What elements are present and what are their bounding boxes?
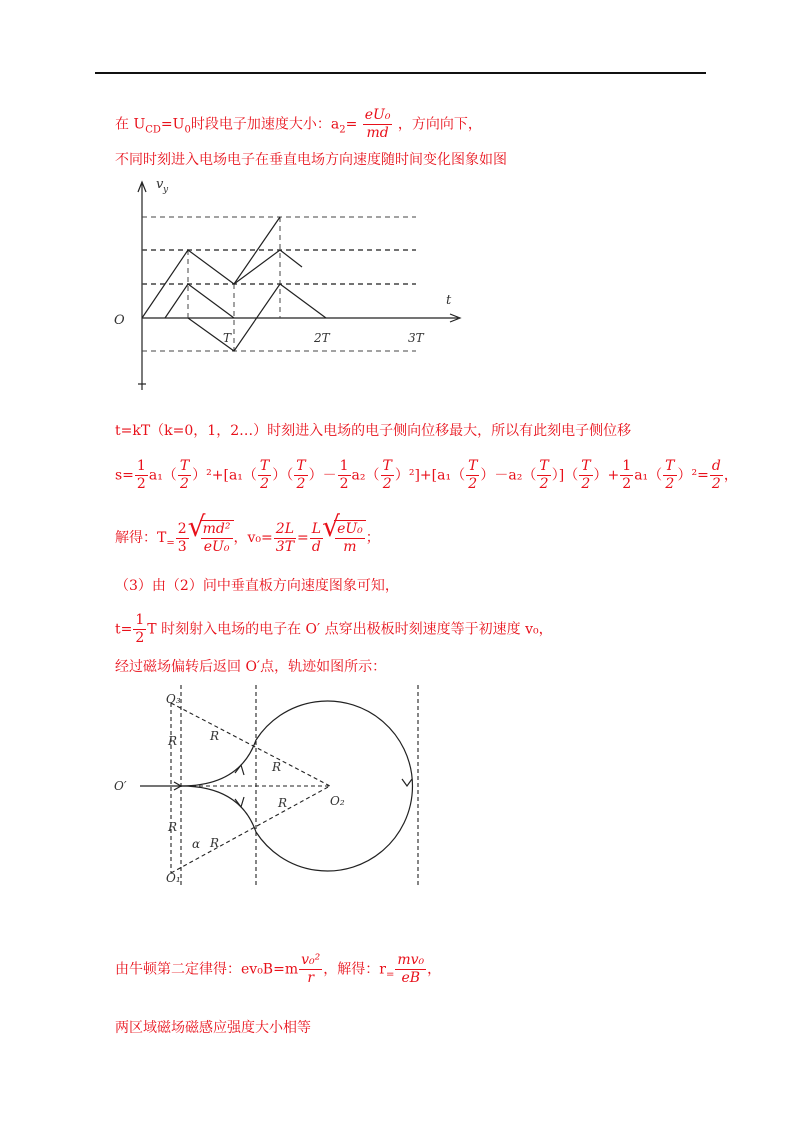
curve-1 xyxy=(142,217,280,318)
newton-law-line: 由牛顿第二定律得：ev₀B=m $\frac{\text{v₀²}}{r}$ ，解得：$r_=$ $\frac{\text{mv₀}}{eB}$ ， xyxy=(115,952,442,986)
arrow-right xyxy=(402,779,412,786)
svg-text:R: R xyxy=(278,796,288,810)
graph-intro: 不同时刻进入电场电子在垂直电场方向速度随时间变化图象如图 xyxy=(115,152,507,168)
tick-T: T xyxy=(223,331,232,345)
arc-upper xyxy=(181,740,256,786)
max-displacement-text: t=kT（k=0，1，2…）时刻进入电场的电子侧向位移最大，所以有此刻电子侧位移 xyxy=(115,423,632,439)
svg-text:R: R xyxy=(168,820,178,834)
origin-label: O xyxy=(114,313,125,328)
label-O3: O₃ xyxy=(166,692,181,706)
accel-line: 在 $U_{CD}=U_0$时段电子加速度大小：$a_2=$ $\frac{\text{eU₀}}{md}$ ，方向向下， xyxy=(115,107,482,141)
trajectory-intro: 经过磁场偏转后返回 O′点，轨迹如图所示： xyxy=(115,659,387,675)
line-O1-O2 xyxy=(171,786,330,873)
arc-lower xyxy=(181,786,256,832)
svg-text:R: R xyxy=(168,734,178,748)
svg-text:R: R xyxy=(210,729,220,743)
tick-2T: 2T xyxy=(314,331,330,345)
svg-text:R: R xyxy=(210,836,220,850)
label-O1: O₁ xyxy=(166,871,181,885)
trajectory-diagram xyxy=(110,685,440,890)
displacement-equation: s= $\frac{1}{2}$ a₁（ $\frac{T}{2}$ ）²+[a₁（ $\frac{T}{2}$ ）（ $\frac{T}{2}$ ）－ $\frac{1}{2}$ a₂（ $\frac{T}{2}$ ）²]+[a₁（ $\frac{T}{2}$ ）－a₂（ $\frac{T}{2}$ ）]（ $\frac{T}{2}$ ）+ $\frac{1}{2}$ a₁（ $\frac{T}{2}$ ）²= $\frac{d}{2}$ ， xyxy=(115,458,738,492)
curve-4 xyxy=(234,250,302,284)
accel-fraction: $\frac{\text{eU₀}}{md}$ xyxy=(364,107,391,141)
conclusion-text: 两区域磁场磁感应强度大小相等 xyxy=(115,1020,311,1036)
label-O2: O₂ xyxy=(330,794,345,808)
vy-label: v xyxy=(156,177,164,192)
curve-2 xyxy=(165,284,234,318)
tick-3T: 3T xyxy=(408,331,424,345)
part3-intro: （3）由（2）问中垂直板方向速度图象可知， xyxy=(115,578,399,594)
t-label: t xyxy=(446,293,452,308)
solution-T-v0: 解得：$T_=$ $\frac{2}{3}$ √ $\frac{\text{md²}}{\text{eU₀}}$ ，v₀= $\frac{2L}{3T}$ = $\frac{L}{d}$ √ $\frac{\text{eU₀}}{m}$ ； xyxy=(115,520,380,556)
svg-text:R: R xyxy=(272,760,282,774)
svg-text:y: y xyxy=(163,185,169,195)
velocity-time-graph xyxy=(110,172,470,397)
line-O3-O2 xyxy=(171,703,330,786)
label-alpha: α xyxy=(192,837,201,851)
top-rule xyxy=(95,72,706,74)
label-Oprime: O′ xyxy=(114,779,127,793)
half-T-text: t= $\frac{1}{2}$ T 时刻射入电场的电子在 O′ 点穿出极板时刻速度等于初速度 v₀， xyxy=(115,612,553,646)
